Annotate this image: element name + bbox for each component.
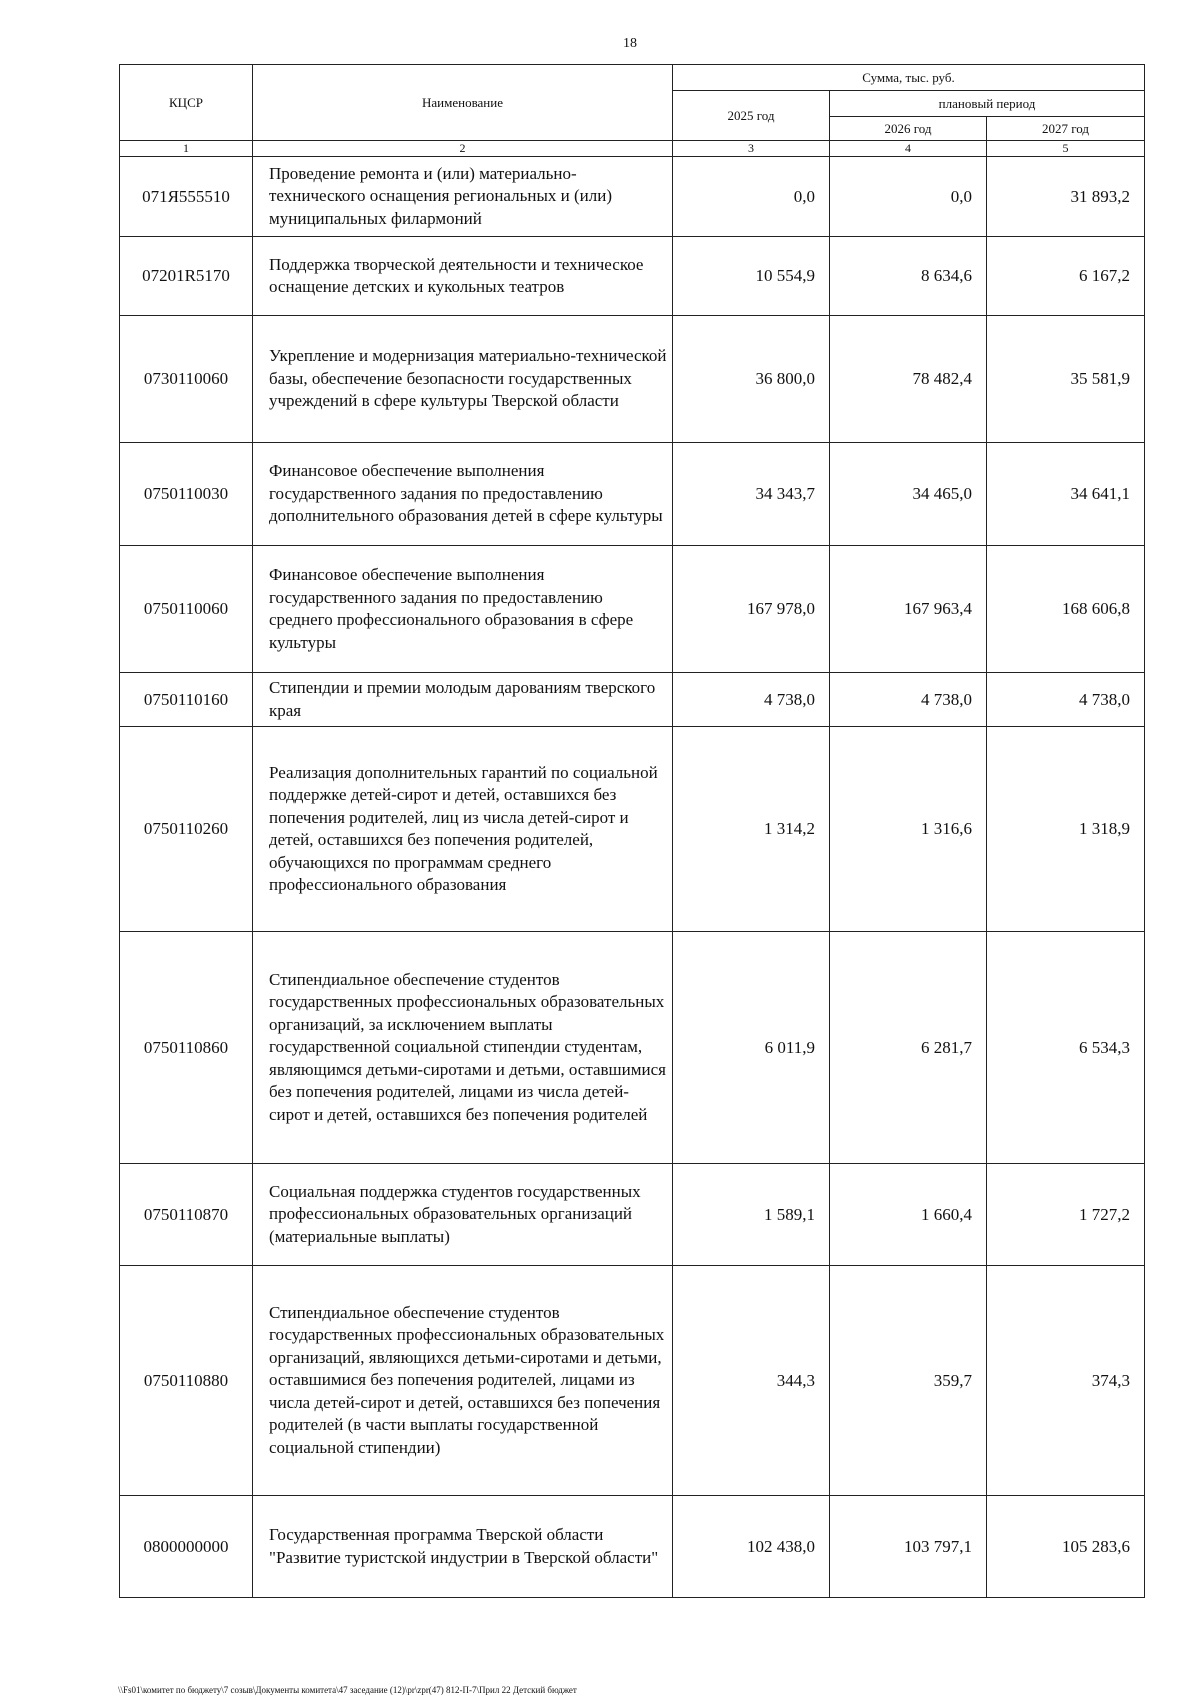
row-value-2025: 4 738,0 — [673, 673, 830, 727]
col-number: 5 — [987, 141, 1145, 157]
row-name: Поддержка творческой деятельности и техническое оснащение детских и кукольных театров — [253, 237, 673, 316]
row-code: 0800000000 — [120, 1496, 253, 1598]
table-row — [120, 237, 1145, 316]
col-number: 2 — [253, 141, 673, 157]
header-name: Наименование — [253, 65, 673, 141]
row-value-2027: 4 738,0 — [987, 673, 1145, 727]
header-2027: 2027 год — [987, 117, 1145, 141]
row-value-2025: 344,3 — [673, 1266, 830, 1496]
budget-table — [119, 64, 1145, 1598]
table-row — [120, 673, 1145, 727]
row-value-2026: 1 660,4 — [830, 1164, 987, 1266]
row-code: 0750110060 — [120, 546, 253, 673]
row-code: 0750110860 — [120, 932, 253, 1164]
row-value-2025: 36 800,0 — [673, 316, 830, 443]
row-code: 0750110160 — [120, 673, 253, 727]
row-code: 0750110260 — [120, 727, 253, 932]
row-code: 0750110030 — [120, 443, 253, 546]
row-value-2025: 6 011,9 — [673, 932, 830, 1164]
table-row — [120, 932, 1145, 1164]
row-name: Проведение ремонта и (или) материально-технического оснащения региональных и (или) муниципальных филармоний — [253, 157, 673, 237]
row-value-2027: 168 606,8 — [987, 546, 1145, 673]
row-value-2025: 0,0 — [673, 157, 830, 237]
header-code: КЦСР — [120, 65, 253, 141]
table-row — [120, 157, 1145, 237]
table-row — [120, 1266, 1145, 1496]
row-name: Реализация дополнительных гарантий по социальной поддержке детей-сирот и детей, оставшихся без попечения родителей, лиц из числа детей-сирот и детей, оставшихся без попечения родителей, обучающихся по программам среднего профессионального образования — [253, 727, 673, 932]
header-2026: 2026 год — [830, 117, 987, 141]
row-value-2026: 78 482,4 — [830, 316, 987, 443]
row-value-2026: 1 316,6 — [830, 727, 987, 932]
row-value-2027: 6 534,3 — [987, 932, 1145, 1164]
row-value-2026: 167 963,4 — [830, 546, 987, 673]
row-value-2026: 4 738,0 — [830, 673, 987, 727]
row-name: Стипендиальное обеспечение студентов государственных профессиональных образовательных организаций, являющихся детьми-сиротами и детьми, оставшимися без попечения родителей, лицами из числа детей-сирот и детей, оставшихся без попечения родителей (в части выплаты государственной социальной стипендии) — [253, 1266, 673, 1496]
row-name: Государственная программа Тверской области "Развитие туристской индустрии в Тверской области" — [253, 1496, 673, 1598]
row-value-2025: 10 554,9 — [673, 237, 830, 316]
row-value-2025: 1 314,2 — [673, 727, 830, 932]
header-2025: 2025 год — [673, 91, 830, 141]
row-name: Стипендии и премии молодым дарованиям тверского края — [253, 673, 673, 727]
table-row — [120, 316, 1145, 443]
row-name: Финансовое обеспечение выполнения государственного задания по предоставлению среднего профессионального образования в сфере культуры — [253, 546, 673, 673]
table-row — [120, 727, 1145, 932]
table-row — [120, 546, 1145, 673]
row-value-2027: 6 167,2 — [987, 237, 1145, 316]
row-value-2027: 105 283,6 — [987, 1496, 1145, 1598]
row-value-2026: 8 634,6 — [830, 237, 987, 316]
col-number: 3 — [673, 141, 830, 157]
row-value-2026: 6 281,7 — [830, 932, 987, 1164]
row-code: 0750110880 — [120, 1266, 253, 1496]
footer-file-path: \\Fs01\комитет по бюджету\7 созыв\Документы комитета\47 заседание (12)\рr\zрr(47) 812-П-7\Прил 22 Детский бюджет — [118, 1685, 577, 1695]
row-code: 0730110060 — [120, 316, 253, 443]
page-number: 18 — [623, 36, 637, 51]
row-value-2027: 374,3 — [987, 1266, 1145, 1496]
row-value-2027: 34 641,1 — [987, 443, 1145, 546]
header-sum: Сумма, тыс. руб. — [673, 65, 1145, 91]
header-planned-period: плановый период — [830, 91, 1145, 117]
row-name: Социальная поддержка студентов государственных профессиональных образовательных организаций (материальные выплаты) — [253, 1164, 673, 1266]
table-row — [120, 1164, 1145, 1266]
row-name: Финансовое обеспечение выполнения государственного задания по предоставлению дополнительного образования детей в сфере культуры — [253, 443, 673, 546]
row-name: Укрепление и модернизация материально-технической базы, обеспечение безопасности государственных учреждений в сфере культуры Тверской области — [253, 316, 673, 443]
table-row-program-total — [120, 1496, 1145, 1598]
row-value-2025: 102 438,0 — [673, 1496, 830, 1598]
col-number: 1 — [120, 141, 253, 157]
col-number: 4 — [830, 141, 987, 157]
row-value-2026: 34 465,0 — [830, 443, 987, 546]
row-value-2027: 31 893,2 — [987, 157, 1145, 237]
row-name: Стипендиальное обеспечение студентов государственных профессиональных образовательных организаций, за исключением выплаты государственной социальной стипендии студентам, являющимся детьми-сиротами и детьми, оставшимися без попечения родителей, лицами из числа детей-сирот и детей, оставшихся без попечения родителей — [253, 932, 673, 1164]
row-code: 071Я555510 — [120, 157, 253, 237]
row-value-2026: 359,7 — [830, 1266, 987, 1496]
row-value-2027: 35 581,9 — [987, 316, 1145, 443]
row-value-2025: 34 343,7 — [673, 443, 830, 546]
table-row — [120, 443, 1145, 546]
row-value-2026: 103 797,1 — [830, 1496, 987, 1598]
row-value-2025: 167 978,0 — [673, 546, 830, 673]
row-code: 07201R5170 — [120, 237, 253, 316]
row-value-2027: 1 727,2 — [987, 1164, 1145, 1266]
row-value-2027: 1 318,9 — [987, 727, 1145, 932]
row-code: 0750110870 — [120, 1164, 253, 1266]
row-value-2025: 1 589,1 — [673, 1164, 830, 1266]
row-value-2026: 0,0 — [830, 157, 987, 237]
